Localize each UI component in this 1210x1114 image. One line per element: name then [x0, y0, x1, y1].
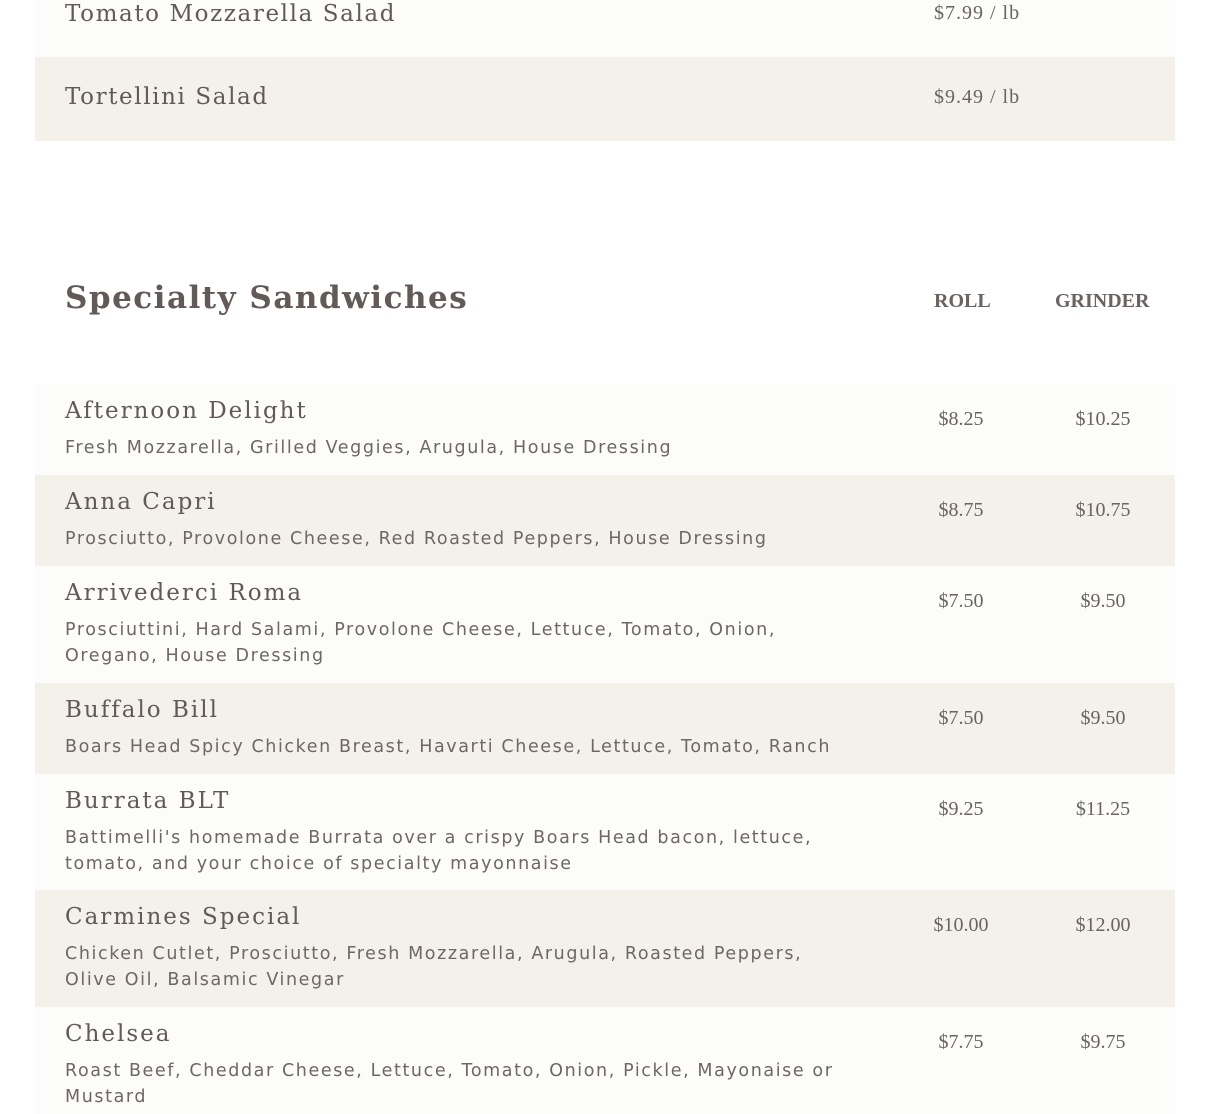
menu-item-row: [35, 774, 1175, 890]
item-name: Burrata BLT: [65, 788, 231, 814]
item-description: Boars Head Spicy Chicken Breast, Havarti Cheese, Lettuce, Tomato, Ranch: [65, 737, 832, 757]
menu-item-row: [35, 566, 1175, 683]
grinder-price: $10.25: [1075, 408, 1131, 430]
item-description: Roast Beef, Cheddar Cheese, Lettuce, Tomato, Onion, Pickle, Mayonaise or Mustard: [65, 1061, 834, 1107]
item-name: Buffalo Bill: [65, 697, 219, 723]
item-description: Fresh Mozzarella, Grilled Veggies, Arugula, House Dressing: [65, 438, 673, 458]
grinder-price: $12.00: [1075, 914, 1131, 936]
column-header-roll: ROLL: [934, 290, 991, 312]
grinder-price: $10.75: [1075, 499, 1131, 521]
roll-price: $8.75: [938, 499, 984, 521]
roll-price: $9.25: [938, 798, 984, 820]
item-description: Battimelli's homemade Burrata over a crispy Boars Head bacon, lettuce, tomato, and your choice of specialty mayonnaise: [65, 828, 813, 874]
item-name: Chelsea: [65, 1021, 172, 1047]
grinder-price: $9.75: [1080, 1031, 1126, 1053]
item-description: Prosciutto, Provolone Cheese, Red Roasted Peppers, House Dressing: [65, 529, 768, 549]
grinder-price: $11.25: [1075, 798, 1131, 820]
menu-item-row: [35, 384, 1175, 475]
menu-item-row: [35, 683, 1175, 774]
menu-item-row: [35, 57, 1175, 141]
item-price: $9.49 / lb: [934, 86, 1021, 108]
item-name: Afternoon Delight: [65, 398, 308, 424]
menu-item-row: [35, 0, 1175, 57]
grinder-price: $9.50: [1080, 707, 1126, 729]
grinder-price: $9.50: [1080, 590, 1126, 612]
item-name: Tomato Mozzarella Salad: [65, 1, 397, 27]
roll-price: $10.00: [933, 914, 989, 936]
roll-price: $8.25: [938, 408, 984, 430]
section-title: Specialty Sandwiches: [65, 280, 469, 316]
item-name: Arrivederci Roma: [65, 580, 304, 606]
column-header-grinder: GRINDER: [1055, 290, 1150, 312]
menu-item-row: [35, 890, 1175, 1007]
item-name: Anna Capri: [65, 489, 217, 515]
menu-item-row: [35, 475, 1175, 566]
roll-price: $7.75: [938, 1031, 984, 1053]
roll-price: $7.50: [938, 590, 984, 612]
item-name: Tortellini Salad: [65, 84, 269, 110]
item-description: Prosciuttini, Hard Salami, Provolone Cheese, Lettuce, Tomato, Onion, Oregano, House Dressing: [65, 620, 776, 666]
item-description: Chicken Cutlet, Prosciutto, Fresh Mozzarella, Arugula, Roasted Peppers, Olive Oil, Balsamic Vinegar: [65, 944, 803, 990]
menu-item-row: [35, 1007, 1175, 1114]
item-name: Carmines Special: [65, 904, 302, 930]
roll-price: $7.50: [938, 707, 984, 729]
item-price: $7.99 / lb: [934, 2, 1021, 24]
